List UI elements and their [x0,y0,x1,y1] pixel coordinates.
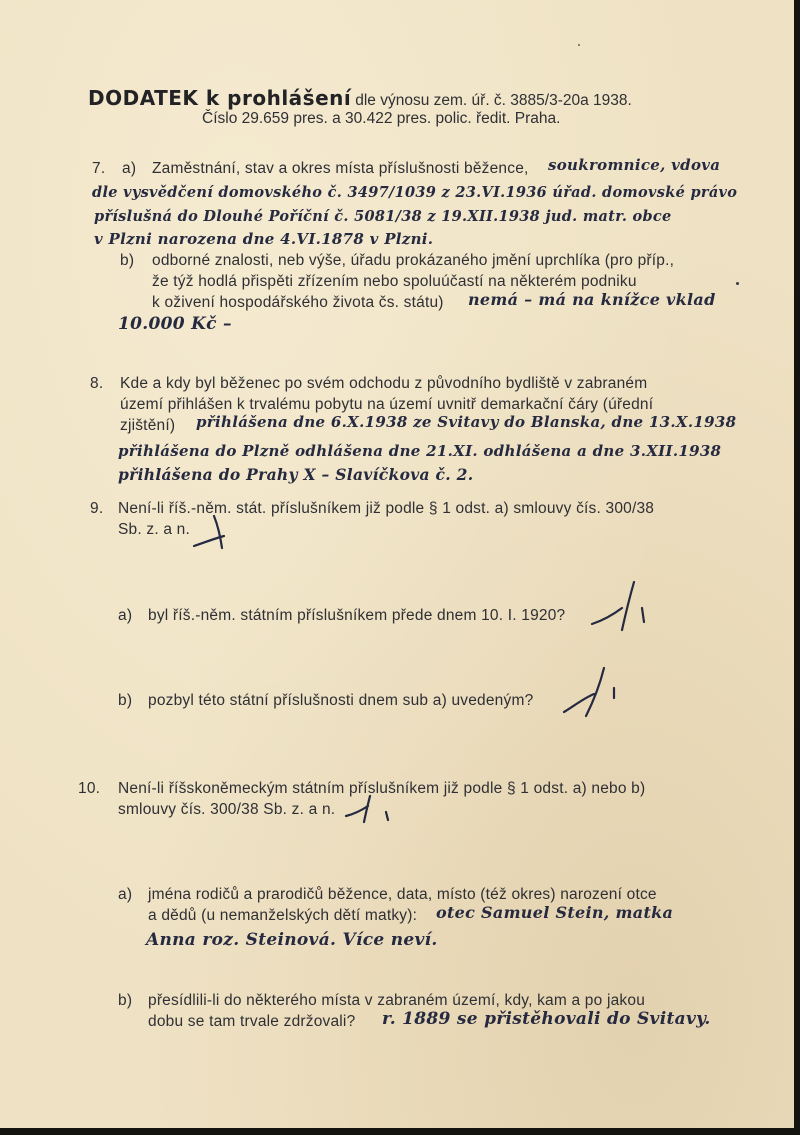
document-reference-numbers: Číslo 29.659 pres. a 30.422 pres. polic. ředit. Praha. [202,110,561,127]
q7b-question-line-3: k oživení hospodářského života čs. státu) [152,294,444,311]
q10b-label: b) [118,992,133,1009]
q10-number: 10. [78,780,101,797]
q9-question-line-1: Není-li říš.-něm. stát. příslušníkem již podle § 1 odst. a) smlouvy čís. 300/38 [118,500,655,517]
q9b-dash-mark-icon [560,662,622,722]
q10b-answer: r. 1889 se přistěhovali do Svitavy. [382,1009,711,1029]
q10-question-line-2: smlouvy čís. 300/38 Sb. z. a n. [118,801,336,818]
q10a-answer-line-1: otec Samuel Stein, matka [436,903,674,922]
document-title: DODATEK k prohlášení [88,86,352,110]
q8-number: 8. [90,375,104,392]
q7b-question-line-1: odborné znalosti, neb výše, úřadu prokázaného jmění uprchlíka (pro příp., [152,252,675,269]
document-title-line [88,86,632,110]
q8-question-line-3: zjištění) [120,417,176,434]
q7a-answer-line-4: v Plzni narozena dne 4.VI.1878 v Plzni. [94,230,434,248]
q10b-question-line-1: přesídlili-li do některého místa v zabraném území, kdy, kam a po jakou [148,992,646,1009]
q7-number: 7. [92,160,106,177]
q8-answer-line-2: přihlášena do Plzně odhlášena dne 21.XI. odhlášena a dne 3.XII.1938 [118,442,722,460]
q8-question-line-1: Kde a kdy byl běženec po svém odchodu z původního bydliště v zabraném [120,375,648,392]
q9-number: 9. [90,500,104,517]
q8-answer-line-1: přihlášena dne 6.X.1938 ze Svitavy do Blanska, dne 13.X.1938 [196,413,737,431]
q10a-question-line-2: a dědů (u nemanželských dětí matky): [148,907,418,924]
scan-edge-bottom [0,1128,800,1135]
q7b-answer-line-2: 10.000 Kč – [118,314,232,334]
q10a-label: a) [118,886,133,903]
q7b-answer-line-1: nemá – má na knížce vklad [468,290,716,309]
paper-speck [578,44,580,46]
q7a-question: Zaměstnání, stav a okres místa příslušnosti běžence, [152,160,529,177]
q9a-question: byl říš.-něm. státním příslušníkem přede dnem 10. I. 1920? [148,607,566,624]
paper-speck [736,282,739,285]
q9a-label: a) [118,607,133,624]
q9a-dash-mark-icon [586,578,650,636]
scan-edge-right [794,0,800,1135]
q10-question-line-1: Není-li říšskoněmeckým státním příslušníkem již podle § 1 odst. a) nebo b) [118,780,646,797]
q7b-question-line-2: že týž hodlá přispěti zřízením nebo spoluúčastí na některém podniku [152,273,637,290]
q9b-question: pozbyl této státní příslušnosti dnem sub a) uvedeným? [148,692,534,709]
q9-question-line-2: Sb. z. a n. [118,521,190,538]
q8-question-line-2: území přihlášen k trvalému pobytu na území uvnitř demarkační čáry (úřední [120,396,654,413]
q9-dash-mark-icon [186,508,246,554]
document-decree-reference: dle výnosu zem. úř. č. 3885/3-20a 1938. [355,92,632,109]
q7a-answer-line-3: příslušná do Dlouhé Poříční č. 5081/38 z 19.XII.1938 jud. matr. obce [94,208,672,225]
q10b-question-line-2: dobu se tam trvale zdržovali? [148,1013,356,1030]
q7b-label: b) [120,252,135,269]
q7a-answer-line-1: soukromnice, vdova [548,156,721,174]
q9b-label: b) [118,692,133,709]
q10-dash-mark-icon [342,790,396,830]
q10a-question-line-1: jména rodičů a prarodičů běžence, data, místo (též okres) narození otce [148,886,657,903]
q10a-answer-line-2: Anna roz. Steinová. Více neví. [146,930,438,950]
q7a-label: a) [122,160,137,177]
q7a-answer-line-2: dle vysvědčení domovského č. 3497/1039 z 23.VI.1936 úřad. domovské právo [92,184,738,201]
q8-answer-line-3: přihlášena do Prahy X – Slavíčkova č. 2. [118,465,474,484]
